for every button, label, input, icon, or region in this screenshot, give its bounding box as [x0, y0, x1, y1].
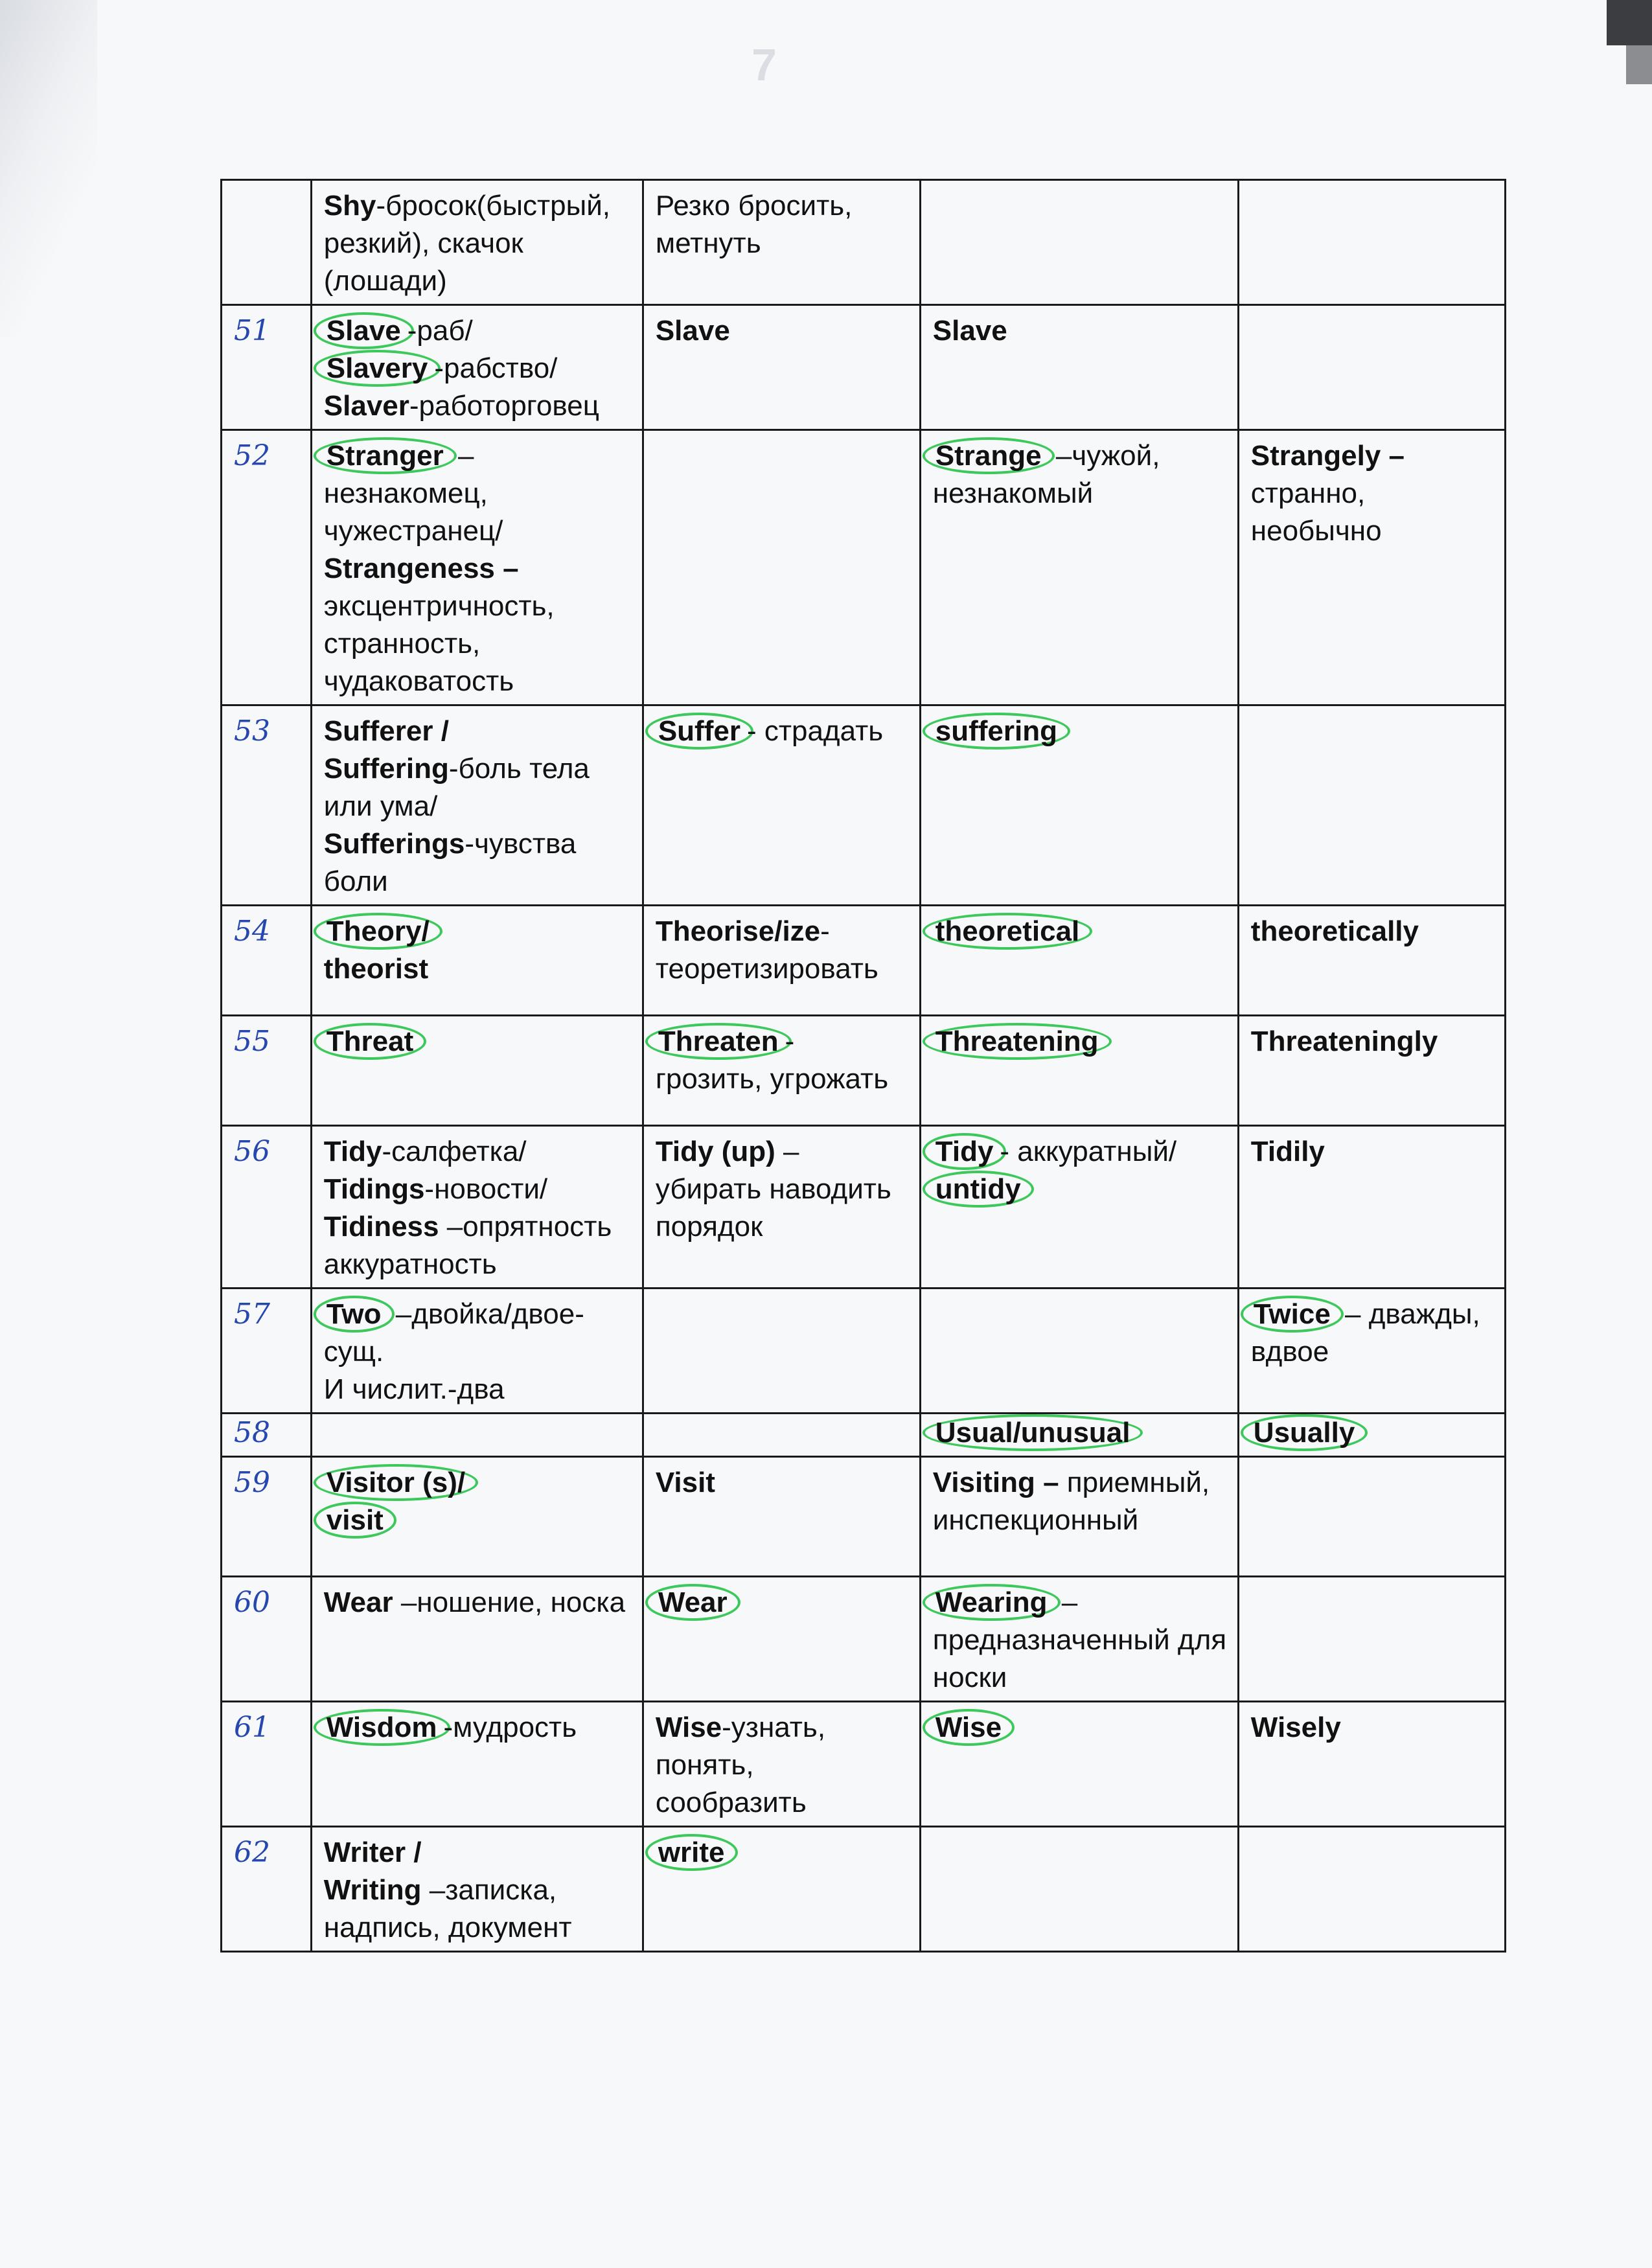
translation-text: - аккуратный/	[1000, 1136, 1177, 1167]
circled-word: Two	[314, 1296, 395, 1333]
table-row	[222, 1126, 1506, 1289]
cell-noun	[311, 906, 643, 1016]
cell-adverb	[1238, 430, 1505, 705]
translation-text: –записка, надпись, документ	[323, 1874, 572, 1943]
handwritten-row-number	[222, 1126, 312, 1289]
cell-adjective	[920, 906, 1238, 1016]
cell-adjective	[920, 1126, 1238, 1289]
cell-adverb	[1238, 1414, 1505, 1457]
english-word: Tidily	[1250, 1136, 1325, 1167]
cell-adjective	[920, 1702, 1238, 1827]
translation-text: – предназначенный для носки	[932, 1586, 1227, 1693]
cell-noun	[311, 305, 643, 430]
cell-noun	[311, 1457, 643, 1577]
cell-noun	[311, 1016, 643, 1126]
handwritten-row-number	[222, 1827, 312, 1952]
table-row	[222, 1577, 1506, 1702]
cell-adjective	[920, 1414, 1238, 1457]
cell-adjective	[920, 705, 1238, 906]
english-word: theorist	[323, 953, 429, 985]
translation-text: -чувства боли	[323, 828, 577, 897]
handwritten-row-number	[222, 430, 312, 705]
cell-adjective	[920, 1016, 1238, 1126]
circled-word: Slavery	[314, 350, 441, 387]
row-number-text: 61	[234, 1711, 270, 1744]
scanner-edge-2	[1626, 45, 1652, 84]
circled-word: Usual/unusual	[923, 1414, 1143, 1451]
page-header: 7	[751, 40, 777, 90]
cell-adverb	[1238, 180, 1505, 305]
cell-adverb	[1238, 705, 1505, 906]
circled-word: untidy	[923, 1171, 1034, 1208]
circled-word: Threat	[314, 1023, 426, 1060]
cell-noun	[311, 1827, 643, 1952]
circled-word: Slave	[314, 312, 414, 349]
table-row	[222, 305, 1506, 430]
row-number-text: 53	[234, 715, 270, 748]
english-word: Slave	[932, 315, 1007, 347]
row-number-text: 54	[234, 915, 270, 948]
row-number-text: 55	[234, 1025, 270, 1058]
english-word: Tidiness	[323, 1211, 439, 1243]
translation-text: -салфетка/	[382, 1136, 527, 1167]
table-row	[222, 1827, 1506, 1952]
handwritten-row-number	[222, 180, 312, 305]
translation-text: - страдать	[746, 715, 884, 747]
cell-adjective	[920, 1289, 1238, 1414]
english-word: Writing	[323, 1874, 422, 1906]
table-row	[222, 1016, 1506, 1126]
translation-text: -узнать, понять, сообразить	[655, 1712, 826, 1818]
cell-adverb	[1238, 906, 1505, 1016]
translation-text: приемный, инспекционный	[932, 1467, 1210, 1536]
english-word: Suffering	[323, 753, 449, 785]
row-number-text: 60	[234, 1586, 270, 1619]
circled-word: Suffer	[645, 713, 753, 750]
handwritten-row-number	[222, 305, 312, 430]
english-word: Slaver	[323, 390, 409, 422]
circled-word: Twice	[1241, 1296, 1344, 1333]
translation-text: Резко бросить, метнуть	[655, 190, 853, 259]
translation-text: И числит.-два	[323, 1373, 505, 1405]
cell-noun	[311, 705, 643, 906]
cell-verb	[643, 430, 920, 705]
circled-word: Wearing	[923, 1584, 1061, 1621]
handwritten-row-number	[222, 1016, 312, 1126]
cell-adverb	[1238, 1016, 1505, 1126]
cell-adverb	[1238, 1702, 1505, 1827]
vocabulary-table	[220, 179, 1506, 1953]
row-number-text: 52	[234, 439, 270, 472]
translation-text: - грозить, угрожать	[655, 1025, 889, 1095]
circled-word: suffering	[923, 713, 1070, 750]
cell-noun	[311, 1577, 643, 1702]
english-word: Strangeness –	[323, 553, 519, 584]
circled-word: Stranger	[314, 437, 457, 474]
cell-verb	[643, 180, 920, 305]
page-fold-shadow	[0, 0, 97, 337]
circled-word: Threaten	[645, 1023, 792, 1060]
table-row	[222, 705, 1506, 906]
row-number-text: 51	[234, 314, 270, 347]
cell-noun	[311, 1289, 643, 1414]
cell-adjective	[920, 1457, 1238, 1577]
cell-verb	[643, 305, 920, 430]
translation-text: –опрятность аккуратность	[323, 1211, 612, 1280]
cell-verb	[643, 906, 920, 1016]
vocabulary-table-body	[222, 180, 1506, 1952]
circled-word: theoretical	[923, 913, 1093, 950]
translation-text: –двойка/двое- сущ.	[323, 1298, 584, 1368]
cell-adverb	[1238, 1457, 1505, 1577]
translation-text: -боль тела или ума/	[323, 753, 590, 822]
translation-text: – убирать наводить порядок	[655, 1136, 891, 1243]
translation-text: – дважды, вдвое	[1250, 1298, 1480, 1368]
table-row	[222, 906, 1506, 1016]
english-word: Wise	[655, 1712, 722, 1743]
translation-text: –незнакомец, чужестранец/	[323, 440, 503, 547]
table-row	[222, 1702, 1506, 1827]
handwritten-row-number	[222, 906, 312, 1016]
translation-text: –ношение, носка	[393, 1586, 626, 1618]
cell-adjective	[920, 305, 1238, 430]
english-word: Theorise/ize	[655, 915, 821, 947]
circled-word: Wisdom	[314, 1709, 450, 1746]
handwritten-row-number	[222, 1457, 312, 1577]
translation-text: –чужой, незнакомый	[932, 440, 1160, 509]
handwritten-row-number	[222, 1577, 312, 1702]
english-word: Strangely –	[1250, 440, 1405, 472]
circled-word: Tidy	[923, 1133, 1007, 1170]
table-row	[222, 1289, 1506, 1414]
translation-text: -мудрость	[443, 1712, 577, 1743]
row-number-text: 56	[234, 1135, 270, 1168]
row-number-text: 57	[234, 1298, 270, 1331]
row-number-text: 59	[234, 1466, 270, 1499]
handwritten-row-number	[222, 1702, 312, 1827]
english-word: Shy	[323, 190, 376, 222]
english-word: Sufferer /	[323, 715, 449, 747]
english-word: Writer /	[323, 1837, 422, 1868]
table-row	[222, 1457, 1506, 1577]
translation-text: странно, необычно	[1250, 477, 1382, 547]
circled-word: Threatening	[923, 1023, 1112, 1060]
cell-noun	[311, 1702, 643, 1827]
scanner-edge	[1607, 0, 1652, 45]
english-word: Wisely	[1250, 1712, 1341, 1743]
cell-adverb	[1238, 305, 1505, 430]
cell-adverb	[1238, 1577, 1505, 1702]
english-word: Visiting –	[932, 1467, 1059, 1498]
english-word: Tidy	[323, 1136, 382, 1167]
english-word: Wear	[323, 1586, 393, 1618]
handwritten-row-number	[222, 1289, 312, 1414]
handwritten-row-number	[222, 705, 312, 906]
cell-noun	[311, 1126, 643, 1289]
circled-word: Theory/	[314, 913, 442, 950]
translation-text: -рабство/	[434, 352, 558, 384]
cell-noun	[311, 180, 643, 305]
english-word: Sufferings	[323, 828, 465, 860]
cell-verb	[643, 705, 920, 906]
english-word: Visit	[655, 1467, 715, 1498]
circled-word: visit	[314, 1502, 396, 1539]
cell-adjective	[920, 1577, 1238, 1702]
table-row	[222, 430, 1506, 705]
translation-text: -работорговец	[409, 390, 599, 422]
english-word: Threateningly	[1250, 1025, 1438, 1057]
circled-word: Wise	[923, 1709, 1015, 1746]
translation-text: -новости/	[424, 1173, 548, 1205]
cell-verb	[643, 1577, 920, 1702]
circled-word: Strange	[923, 437, 1055, 474]
cell-verb	[643, 1016, 920, 1126]
translation-text: -бросок(быстрый, резкий), скачок (лошади)	[323, 190, 611, 297]
handwritten-row-number	[222, 1414, 312, 1457]
circled-word: write	[645, 1834, 738, 1871]
cell-adverb	[1238, 1289, 1505, 1414]
cell-adjective	[920, 430, 1238, 705]
circled-word: Visitor (s)/	[314, 1464, 478, 1501]
cell-noun	[311, 1414, 643, 1457]
cell-verb	[643, 1126, 920, 1289]
translation-text: -раб/	[407, 315, 473, 347]
translation-text: эксцентричность, странность, чудаковатость	[323, 590, 555, 697]
cell-adverb	[1238, 1126, 1505, 1289]
cell-adjective	[920, 1827, 1238, 1952]
table-row	[222, 1414, 1506, 1457]
cell-verb	[643, 1414, 920, 1457]
cell-verb	[643, 1289, 920, 1414]
circled-word: Usually	[1241, 1414, 1368, 1451]
cell-verb	[643, 1827, 920, 1952]
row-number-text: 62	[234, 1836, 270, 1869]
english-word: Slave	[655, 315, 730, 347]
cell-verb	[643, 1702, 920, 1827]
row-number-text: 58	[234, 1416, 270, 1449]
cell-adverb	[1238, 1827, 1505, 1952]
cell-adjective	[920, 180, 1238, 305]
english-word: theoretically	[1250, 915, 1419, 947]
english-word: Tidings	[323, 1173, 425, 1205]
table-row	[222, 180, 1506, 305]
circled-word: Wear	[645, 1584, 740, 1621]
cell-verb	[643, 1457, 920, 1577]
translation-text: - теоретизировать	[655, 915, 878, 985]
cell-noun	[311, 430, 643, 705]
english-word: Tidy (up)	[655, 1136, 775, 1167]
